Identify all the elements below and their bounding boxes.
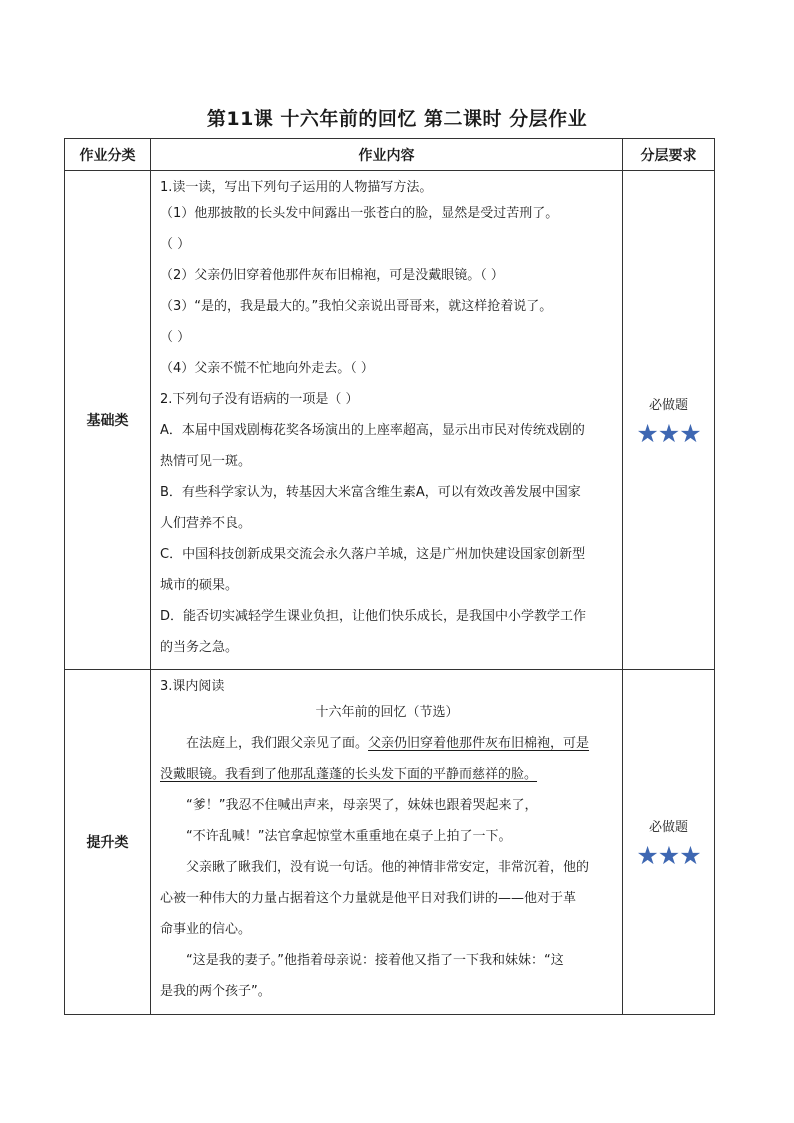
table-row-basic xyxy=(65,171,715,670)
question-2-prompt: 2.下列句子没有语病的一项是（ ） xyxy=(160,392,359,407)
header-category: 作业分类 xyxy=(65,139,151,171)
header-requirement: 分层要求 xyxy=(623,139,715,171)
answer-blank: （ ） xyxy=(160,330,191,345)
passage-paragraph-2: “爹！”我忍不住喊出声来，母亲哭了，妹妹也跟着哭起来了， xyxy=(186,798,538,813)
passage-paragraph-4: 父亲瞅了瞅我们，没有说一句话。他的神情非常安定，非常沉着，他的 xyxy=(186,860,590,875)
content-advanced xyxy=(151,670,623,1015)
content-basic xyxy=(151,171,623,670)
question-1-item-1: （1）他那披散的长头发中间露出一张苍白的脸，显然是受过苦刑了。 xyxy=(160,206,559,221)
passage-title: 十六年前的回忆（节选） xyxy=(315,705,459,720)
passage-paragraph-5-cont: 是我的两个孩子”。 xyxy=(160,984,271,999)
passage-paragraph-4-cont: 命事业的信心。 xyxy=(160,922,252,937)
underlined-text: 父亲仍旧穿着他那件灰布旧棉袍，可是 xyxy=(368,736,590,751)
question-3-prompt: 3.课内阅读 xyxy=(160,679,225,694)
option-b: B．有些科学家认为，转基因大米富含维生素A，可以有效改善发展中国家 xyxy=(160,485,581,500)
answer-blank: （ ） xyxy=(160,237,191,252)
required-label: 必做题 xyxy=(648,398,688,413)
passage-paragraph-1-cont xyxy=(160,759,614,790)
option-b-cont: 人们营养不良。 xyxy=(160,516,252,531)
option-d-cont: 的当务之急。 xyxy=(160,640,239,655)
option-d: D．能否切实减轻学生课业负担，让他们快乐成长，是我国中小学教学工作 xyxy=(160,609,587,624)
requirement-advanced xyxy=(623,670,715,1015)
category-advanced: 提升类 xyxy=(65,670,151,1015)
table-row-advanced xyxy=(65,670,715,1015)
passage-paragraph-3: “不许乱喊！”法官拿起惊堂木重重地在桌子上拍了一下。 xyxy=(186,829,512,844)
category-basic: 基础类 xyxy=(65,171,151,670)
underlined-text: 没戴眼镜。我看到了他那乱蓬蓬的长头发下面的平静而慈祥的脸。 xyxy=(160,767,538,782)
question-1-item-3: （3）“是的，我是最大的。”我怕父亲说出哥哥来，就这样抢着说了。 xyxy=(160,299,553,314)
homework-table xyxy=(64,138,715,1015)
paragraph-text: 在法庭上，我们跟父亲见了面。 xyxy=(186,736,369,751)
question-1-prompt: 1.读一读，写出下列句子运用的人物描写方法。 xyxy=(160,180,433,195)
requirement-basic xyxy=(623,171,715,670)
required-label: 必做题 xyxy=(648,820,688,835)
option-c: C．中国科技创新成果交流会永久落户羊城，这是广州加快建设国家创新型 xyxy=(160,547,586,562)
question-1-item-4: （4）父亲不慌不忙地向外走去。（ ） xyxy=(160,361,374,376)
header-content: 作业内容 xyxy=(151,139,623,171)
option-c-cont: 城市的硕果。 xyxy=(160,578,239,593)
table-header-row xyxy=(65,139,715,171)
passage-paragraph-1 xyxy=(160,728,614,759)
option-a-cont: 热情可见一斑。 xyxy=(160,454,252,469)
passage-paragraph-4-cont: 心被一种伟大的力量占据着这个力量就是他平日对我们讲的——他对于革 xyxy=(160,891,577,906)
question-1-item-2: （2）父亲仍旧穿着他那件灰布旧棉袍，可是没戴眼镜。（ ） xyxy=(160,268,504,283)
page-title: 第11课 十六年前的回忆 第二课时 分层作业 xyxy=(206,108,588,130)
star-rating-icon: ★★★ xyxy=(636,419,701,448)
passage-paragraph-5: “这是我的妻子。”他指着母亲说：接着他又指了一下我和妹妹：“这 xyxy=(186,953,564,968)
star-rating-icon: ★★★ xyxy=(636,841,701,870)
option-a: A．本届中国戏剧梅花奖各场演出的上座率超高，显示出市民对传统戏剧的 xyxy=(160,423,585,438)
